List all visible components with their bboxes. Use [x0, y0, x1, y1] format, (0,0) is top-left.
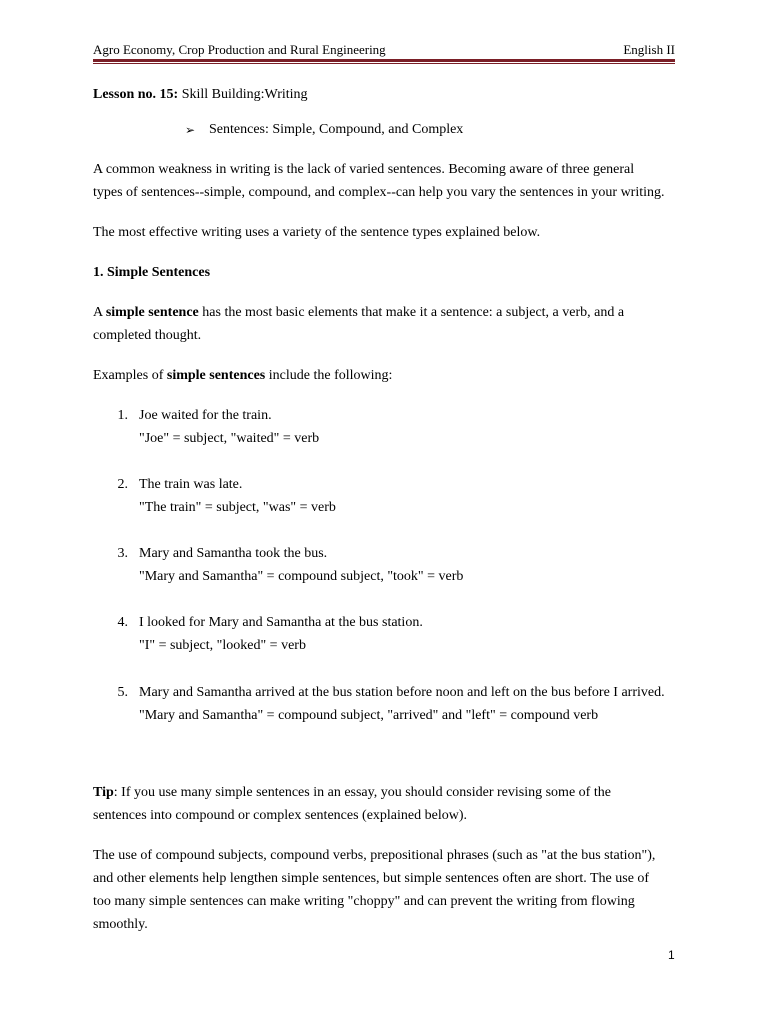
tip-text: : If you use many simple sentences in an essay, you should consider revising some of the: [113, 785, 611, 800]
example-sentence: Joe waited for the train.: [139, 408, 272, 423]
header-course-title: Agro Economy, Crop Production and Rural Engineering: [93, 42, 386, 57]
example-analysis: "Mary and Samantha" = compound subject, "took" = verb: [139, 569, 464, 584]
closing-line-1: The use of compound subjects, compound verbs, prepositional phrases (such as "at the bus station"),: [93, 848, 656, 863]
lesson-topic: Skill Building:Writing: [178, 87, 308, 102]
arrow-bullet-icon: ➢: [185, 123, 196, 137]
effective-writing-paragraph: The most effective writing uses a variety of the sentence types explained below.: [93, 225, 541, 240]
section-heading-text: 1. Simple Sentences: [93, 265, 211, 280]
intro-line-2: types of sentences--simple, compound, and complex--can help you vary the sentences in your writing.: [93, 185, 665, 200]
list-item-number: 1.: [117, 408, 128, 423]
example-analysis: "The train" = subject, "was" = verb: [139, 500, 336, 515]
header-rule-thick: [93, 59, 675, 62]
example-analysis: "Joe" = subject, "waited" = verb: [139, 431, 320, 446]
definition-term: simple sentence: [105, 305, 199, 320]
tip-line-1: [93, 783, 611, 803]
definition-line-1: [93, 303, 624, 323]
closing-line-4: smoothly.: [93, 917, 148, 932]
example-sentence: Mary and Samantha took the bus.: [139, 546, 328, 561]
lesson-label: Lesson no. 15:: [93, 87, 179, 102]
examples-intro: [93, 366, 392, 386]
list-item-number: 5.: [117, 685, 128, 700]
bullet-topic: Sentences: Simple, Compound, and Complex: [209, 122, 464, 137]
example-analysis: "I" = subject, "looked" = verb: [139, 638, 306, 653]
intro-line-1: A common weakness in writing is the lack of varied sentences. Becoming aware of three general: [93, 162, 635, 177]
example-analysis: "Mary and Samantha" = compound subject, "arrived" and "left" = compound verb: [139, 708, 599, 723]
header-subject: English II: [623, 42, 675, 57]
examples-intro-post: include the following:: [265, 368, 393, 383]
example-sentence: I looked for Mary and Samantha at the bus station.: [139, 615, 423, 630]
examples-intro-pre: Examples of: [93, 368, 167, 383]
list-item-number: 3.: [117, 546, 128, 561]
page-number: 1: [668, 948, 675, 962]
closing-line-3: too many simple sentences can make writing "choppy" and can prevent the writing from flowing: [93, 894, 635, 909]
definition-line-2: completed thought.: [93, 328, 202, 343]
definition-pre: A: [93, 305, 106, 320]
definition-post: has the most basic elements that make it a sentence: a subject, a verb, and a: [198, 305, 625, 320]
tip-label: Tip: [93, 785, 114, 800]
list-item-number: 2.: [117, 477, 128, 492]
tip-line-2: sentences into compound or complex sentences (explained below).: [93, 808, 467, 823]
examples-intro-term: simple sentences: [166, 368, 266, 383]
example-sentence: Mary and Samantha arrived at the bus station before noon and left on the bus before I arrived.: [139, 685, 665, 700]
header-rule-thin: [93, 63, 675, 64]
example-sentence: The train was late.: [139, 477, 243, 492]
lesson-title: [93, 85, 308, 105]
closing-line-2: and other elements help lengthen simple sentences, but simple sentences often are short. The use of: [93, 871, 650, 886]
list-item-number: 4.: [117, 615, 128, 630]
section-heading: [93, 263, 210, 283]
page-header: [93, 42, 675, 58]
